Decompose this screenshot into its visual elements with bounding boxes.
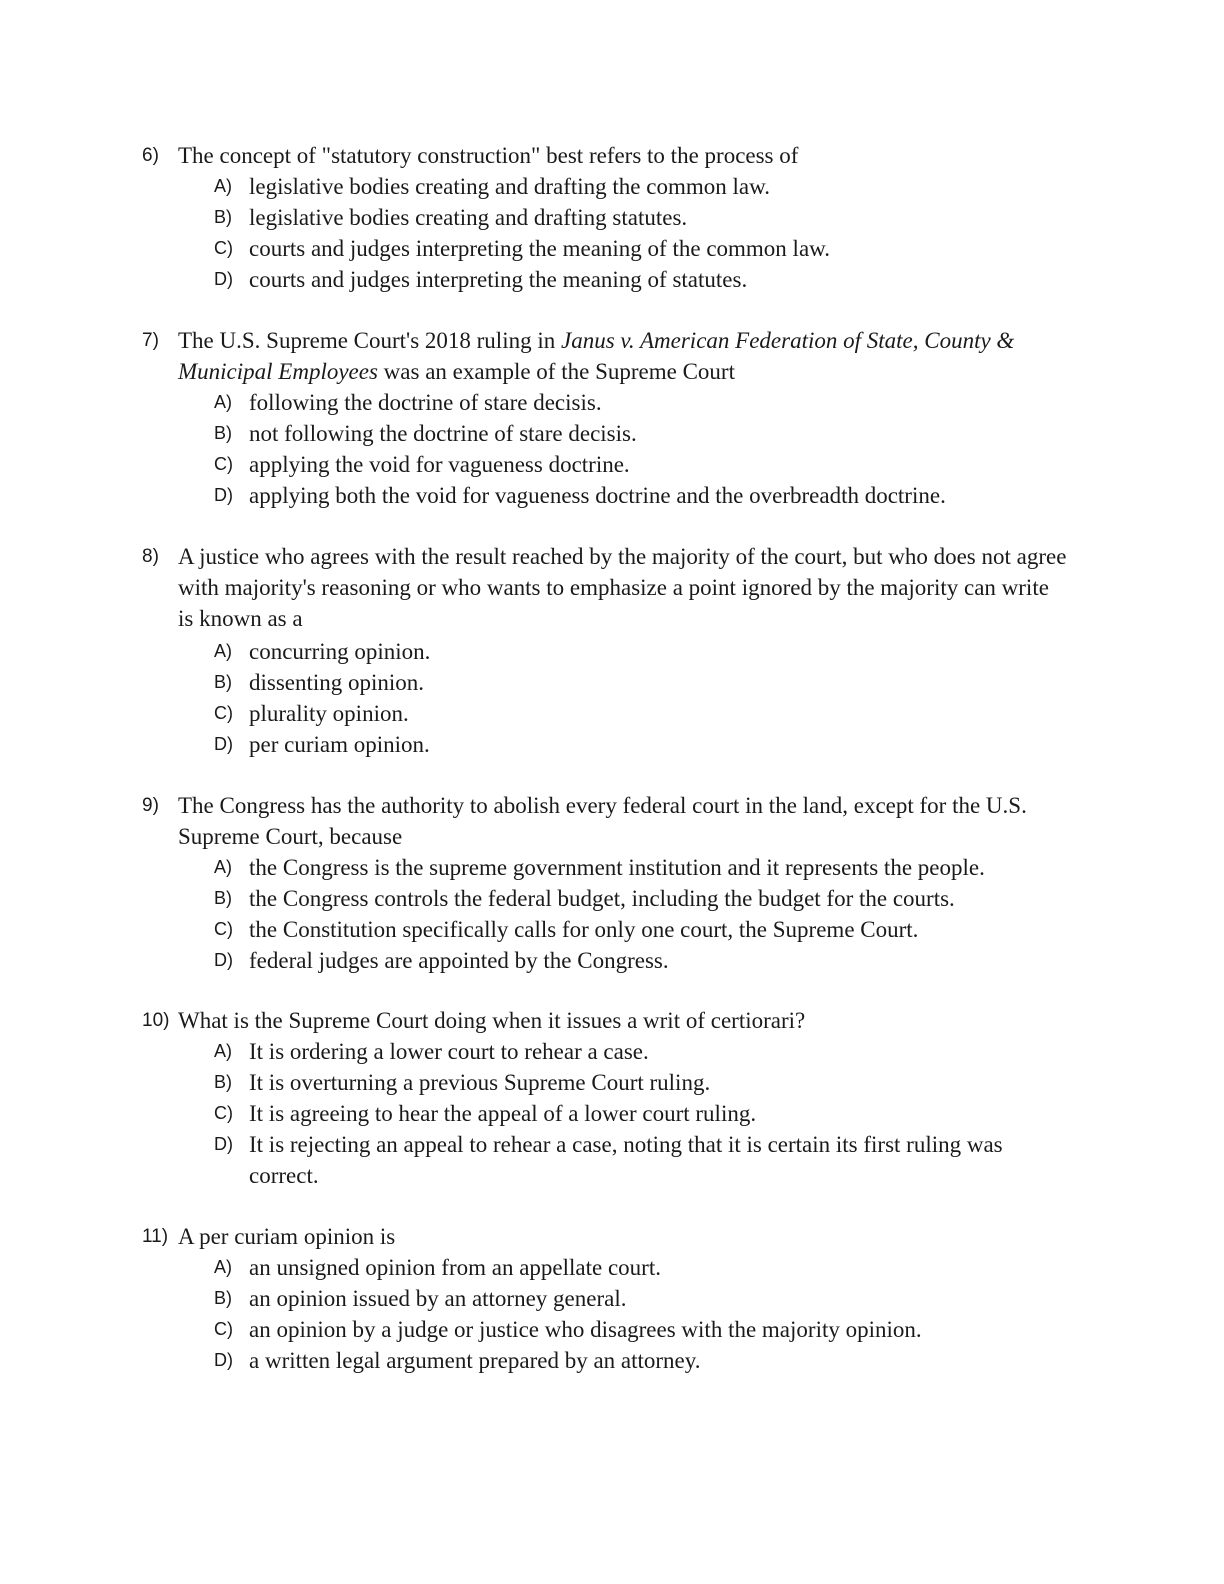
- case-name: Janus v. American Federation of State, County & Municipal Employees: [178, 328, 1015, 384]
- question-number: 6): [142, 145, 159, 166]
- question-stem: A per curiam opinion is: [178, 1224, 396, 1249]
- question-stem: The U.S. Supreme Court's 2018 ruling in Janus v. American Federation of State, County & Municipal Employees was an example of the Supreme Court: [178, 328, 1015, 384]
- question-number: 8): [142, 546, 159, 567]
- question-stem: A justice who agrees with the result reached by the majority of the court, but who does not agree with majority's reasoning or who wants to emphasize a point ignored by the majority can write is known as a: [178, 544, 1067, 631]
- question-stem: What is the Supreme Court doing when it issues a writ of certiorari?: [178, 1008, 806, 1033]
- question-stem: The concept of "statutory construction" best refers to the process of: [178, 143, 799, 168]
- question-number: 11): [142, 1226, 169, 1247]
- document-page: 6) The concept of "statutory construction" best refers to the process of A) legislative bodies creating and drafting the common law. B) legislative bodies creating and drafting statutes. C) courts and judges interpreting the meaning of the common law. D) courts and judges interpreting the meaning of statutes. 7) The U.S. Supreme Court's 2018 ruling in Janus v. American Federation of State, County & Municipal Employees was an example of the Supreme Court A) following the doctrine of stare decisis. B) not following the doctrine of stare decisis. C) applying the void for vagueness doctrine. D) applying both the void for vagueness doctrine and the overbreadth doctrine. 8) A justice who agrees with the result reached by the majority of the court, but who does not agree with majority's reasoning or who wants to emphasize a point ignored by the majority can write is known as a A) concurring opinion. B) dissenting opinion. C) plurality opinion. D) per curiam opinion. 9) The Congress has the authority to abolish every federal court in the land, except for the U.S. Supreme Court, because A) the Congress is the supreme government institution and it represents the people. B) the Congress controls the federal budget, including the budget for the courts. C) the Constitution specifically calls for only one court, the Supreme Court. D) federal judges are appointed by the Congress. 10) What is the Supreme Court doing when it issues a writ of certiorari? A) It is ordering a lower court to rehear a case. B) It is overturning a previous Supreme Court ruling. C) It is agreeing to hear the appeal of a lower court ruling. D) It is rejecting an appeal to rehear a case, noting that it is certain its first ruling was correct. 11) A per curiam opinion is A) an unsigned opinion from an appellate court. B) an opinion issued by an attorney general. C) an opinion by a judge or justice who disagrees with the majority opinion. D) a written legal argument prepared by an attorney.: [0, 0, 1224, 1584]
- question-number: 7): [142, 330, 159, 351]
- question-number: 10): [142, 1010, 170, 1031]
- question-stem: The Congress has the authority to abolish every federal court in the land, except for the U.S. Supreme Court, because: [178, 793, 1027, 849]
- question-number: 9): [142, 795, 159, 816]
